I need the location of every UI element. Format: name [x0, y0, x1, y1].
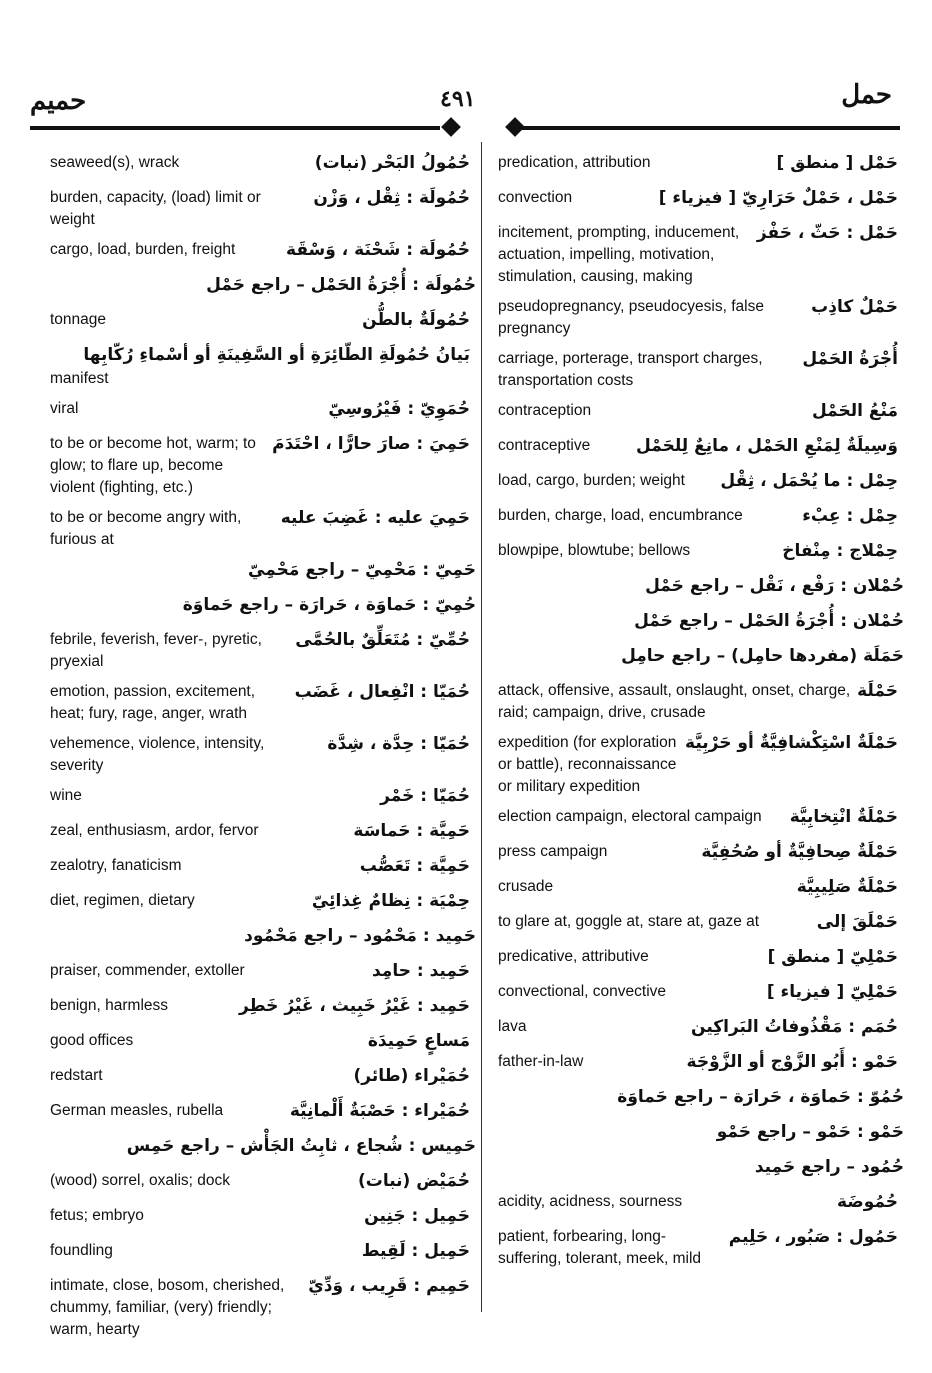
- header-rule-right: [510, 126, 900, 130]
- english-definition: contraceptive: [498, 437, 591, 454]
- english-definition: predicative, attributive: [498, 948, 649, 965]
- english-definition: attack, offensive, assault, onslaught, onset, charge, raid; campaign, drive, crusade: [498, 682, 851, 721]
- dictionary-entry: [498, 730, 898, 798]
- arabic-headword: حَمْل [ منطق ]: [776, 153, 898, 173]
- arabic-headword: حُمَوِيّ : فَيْرُوسِيّ: [328, 399, 470, 419]
- english-definition: to glare at, goggle at, stare at, gaze at: [498, 913, 760, 930]
- dictionary-entry: [50, 431, 470, 499]
- dictionary-entry: [50, 342, 470, 390]
- diamond-ornament: [441, 117, 461, 137]
- dictionary-entry: [498, 538, 898, 567]
- dictionary-entry: [50, 185, 470, 231]
- english-definition: (wood) sorrel, oxalis; dock: [50, 1172, 231, 1189]
- english-definition: press campaign: [498, 843, 608, 860]
- arabic-headword: حَمِيس : شُجاع ، ثابِتُ الجَأْش – راجع حَمِس: [126, 1136, 476, 1156]
- english-definition: German measles, rubella: [50, 1102, 224, 1119]
- english-definition: cargo, load, burden, freight: [50, 241, 236, 258]
- english-definition: convection: [498, 189, 573, 206]
- english-definition: crusade: [498, 878, 554, 895]
- english-definition: burden, capacity, (load) limit or weight: [50, 189, 261, 228]
- english-definition: election campaign, electoral campaign: [498, 808, 762, 825]
- guide-word-left: حميم: [30, 86, 87, 116]
- dictionary-entry: [498, 433, 898, 462]
- english-definition: patient, forbearing, long-suffering, tolerant, meek, mild: [498, 1228, 702, 1267]
- dictionary-entry: [498, 1014, 898, 1043]
- arabic-headword: حَمِيد : غَيْرُ خَبِيث ، غَيْرُ خَطِر: [239, 996, 470, 1016]
- english-definition: contraception: [498, 402, 592, 419]
- arabic-headword: حَمِيل : لَقِيط: [361, 1241, 470, 1261]
- dictionary-entry: [50, 557, 476, 586]
- english-definition: good offices: [50, 1032, 134, 1049]
- arabic-headword: مَنْعُ الحَمْل: [811, 401, 898, 421]
- english-definition: emotion, passion, excitement, heat; fury, rage, anger, wrath: [50, 683, 256, 722]
- column-divider: [481, 142, 482, 1312]
- dictionary-entry: [50, 272, 476, 301]
- arabic-headword: حُمَيْراء : حَصْبَةٌ أَلْمانِيَّة: [289, 1101, 470, 1121]
- arabic-headword: حُمْلان : أُجْرَةُ الحَمْل – راجع حَمْل: [634, 611, 904, 631]
- dictionary-entry: [50, 1098, 470, 1127]
- dictionary-entry: [50, 237, 470, 266]
- english-definition: manifest: [50, 370, 109, 387]
- english-definition: zeal, enthusiasm, ardor, fervor: [50, 822, 259, 839]
- arabic-headword: حَمْلِيّ [ منطق ]: [767, 947, 898, 967]
- dictionary-entry: [498, 839, 898, 868]
- dictionary-entry: [498, 1049, 898, 1078]
- english-definition: carriage, porterage, transport charges, transportation costs: [498, 350, 763, 389]
- dictionary-entry: [50, 592, 476, 621]
- dictionary-entry: [50, 1273, 470, 1341]
- dictionary-entry: [50, 853, 470, 882]
- dictionary-entry: [498, 398, 898, 427]
- english-definition: diet, regimen, dietary: [50, 892, 195, 909]
- right-column: [498, 150, 904, 1276]
- english-definition: predication, attribution: [498, 154, 651, 171]
- arabic-headword: حُمُولُ البَحْر (نبات): [314, 153, 470, 173]
- left-column: [50, 150, 476, 1347]
- english-definition: vehemence, violence, intensity, severity: [50, 735, 265, 774]
- english-definition: acidity, acidness, sourness: [498, 1193, 683, 1210]
- arabic-headword: حَمْل : حَثّ ، حَفْز: [756, 223, 898, 243]
- dictionary-entry: [50, 783, 470, 812]
- arabic-headword: حِمْل : عِبْء: [802, 506, 898, 526]
- arabic-headword: وَسِيلَةٌ لِمَنْعِ الحَمْل ، مانِعٌ لِلحَمْل: [636, 436, 898, 456]
- dictionary-entry: [50, 396, 470, 425]
- arabic-headword: حُمَيّا : انْفِعال ، غَضَب: [294, 682, 470, 702]
- arabic-headword: حَمْلَةٌ صِحافِيَّةٌ أو صُحُفِيَّة: [701, 842, 898, 862]
- arabic-headword: حَمْو : أَبُو الزَّوْج أو الزَّوْجَة: [686, 1052, 898, 1072]
- dictionary-entry: [498, 678, 898, 724]
- page-number: ٤٩١: [440, 86, 476, 112]
- dictionary-entry: [50, 505, 470, 551]
- arabic-headword: حَمْلٌ كاذِب: [811, 297, 898, 317]
- dictionary-entry: [498, 643, 904, 672]
- arabic-headword: حَمِيَّة : حَماسَة: [353, 821, 470, 841]
- arabic-headword: حُمَيّا : حِدَّة ، شِدَّة: [327, 734, 470, 754]
- arabic-headword: حِمْيَة : نِظامٌ غِذائِيّ: [311, 891, 470, 911]
- dictionary-entry: [498, 1154, 904, 1183]
- arabic-headword: حَمُول : صَبُور ، حَلِيم: [728, 1227, 898, 1247]
- arabic-headword: حُمُولَة : شَحْنَة ، وَسْقَة: [286, 240, 470, 260]
- dictionary-entry: [50, 307, 470, 336]
- dictionary-entry: [50, 818, 470, 847]
- english-definition: tonnage: [50, 311, 107, 328]
- english-definition: seaweed(s), wrack: [50, 154, 180, 171]
- dictionary-entry: [498, 944, 898, 973]
- dictionary-entry: [498, 1189, 898, 1218]
- dictionary-entry: [50, 1238, 470, 1267]
- english-definition: fetus; embryo: [50, 1207, 144, 1224]
- dictionary-entry: [498, 468, 898, 497]
- arabic-headword: حَمْلَةٌ انْتِخابِيَّة: [789, 807, 898, 827]
- english-definition: incitement, prompting, inducement, actuation, impelling, motivation, stimulation, causing, making: [498, 224, 740, 285]
- dictionary-entry: [498, 150, 898, 179]
- english-definition: pseudopregnancy, pseudocyesis, false pregnancy: [498, 298, 764, 337]
- english-definition: intimate, close, bosom, cherished, chummy, familiar, (very) friendly; warm, hearty: [50, 1277, 285, 1338]
- english-definition: benign, harmless: [50, 997, 169, 1014]
- dictionary-entry: [498, 1084, 904, 1113]
- english-definition: load, cargo, burden; weight: [498, 472, 685, 489]
- dictionary-entry: [50, 679, 470, 725]
- arabic-headword: حُمُوّ : حَماوَة ، حَرارَة – راجع حَماوَة: [617, 1087, 904, 1107]
- arabic-headword: حَمِيد : مَحْمُود – راجع مَحْمُود: [244, 926, 476, 946]
- arabic-headword: حَمْلِيّ [ فيزياء ]: [766, 982, 898, 1002]
- arabic-headword: حَمْلَقَ إلى: [816, 912, 898, 932]
- english-definition: burden, charge, load, encumbrance: [498, 507, 743, 524]
- dictionary-entry: [50, 1063, 470, 1092]
- arabic-headword: مَساعٍ حَمِيدَة: [367, 1031, 470, 1051]
- arabic-headword: أُجْرَةُ الحَمْل: [802, 349, 898, 369]
- arabic-headword: حُمْلان : رَفْع ، نَقْل – راجع حَمْل: [645, 576, 904, 596]
- arabic-headword: حَمِيم : قَرِيب ، وَدِّيّ: [308, 1276, 470, 1296]
- arabic-headword: حُمَم : مَقْذُوفاتُ البَراكِين: [691, 1017, 898, 1037]
- english-definition: viral: [50, 400, 79, 417]
- english-definition: lava: [498, 1018, 527, 1035]
- english-definition: febrile, feverish, fever-, pyretic, pryexial: [50, 631, 262, 670]
- arabic-headword: حُمَيّا : خَمْر: [380, 786, 470, 806]
- arabic-headword: حَمْو : حَمْو – راجع حَمْو: [716, 1122, 904, 1142]
- english-definition: redstart: [50, 1067, 103, 1084]
- english-definition: blowpipe, blowtube; bellows: [498, 542, 691, 559]
- dictionary-entry: [50, 627, 470, 673]
- english-definition: to be or become hot, warm; to glow; to flare up, become violent (fighting, etc.): [50, 435, 256, 496]
- arabic-headword: حُمُود – راجع حَمِيد: [754, 1157, 904, 1177]
- dictionary-entry: [498, 608, 904, 637]
- arabic-headword: حَمْلَةٌ صَلِيبِيَّة: [796, 877, 898, 897]
- arabic-headword: حِمْل : ما يُحْمَل ، ثِقْل: [720, 471, 898, 491]
- arabic-headword: حَمِيد : حامِد: [371, 961, 470, 981]
- diamond-ornament: [505, 117, 525, 137]
- arabic-headword: حَمِيّ : مَحْمِيّ – راجع مَحْمِيّ: [248, 560, 476, 580]
- arabic-headword: حُمُولَة : ثِقْل ، وَزْن: [313, 188, 470, 208]
- dictionary-entry: [50, 923, 476, 952]
- dictionary-entry: [498, 346, 898, 392]
- dictionary-entry: [50, 993, 470, 1022]
- dictionary-entry: [498, 220, 898, 288]
- arabic-headword: حَمِيل : جَنِين: [364, 1206, 470, 1226]
- dictionary-entry: [498, 804, 898, 833]
- dictionary-entry: [498, 1119, 904, 1148]
- arabic-headword: حِمْلاج : مِنْفاخ: [782, 541, 898, 561]
- english-definition: foundling: [50, 1242, 113, 1259]
- arabic-headword: حُمُولَةٌ بالطُّن: [362, 310, 470, 330]
- english-definition: father-in-law: [498, 1053, 584, 1070]
- header-rule-left: [30, 126, 440, 130]
- arabic-headword: حَمَلَة (مفردها حامِل) – راجع حامِل: [621, 646, 904, 666]
- dictionary-entry: [50, 731, 470, 777]
- arabic-headword: حُمِّيّ : مُتَعَلِّقٌ بالحُمَّى: [295, 630, 470, 650]
- english-definition: wine: [50, 787, 82, 804]
- arabic-headword: حُمُوضَة: [836, 1192, 898, 1212]
- dictionary-entry: [498, 185, 898, 214]
- arabic-headword: بَيانُ حُمُولَةِ الطّائِرَةِ أو السَّفِينَةِ أو أسْماءِ رُكّابِها: [83, 345, 470, 365]
- arabic-headword: حَمْلَةٌ اسْتِكْشافِيَّةٌ أو حَرْبِيَّة: [685, 733, 898, 753]
- arabic-headword: حَمْل ، حَمْلٌ حَرَارِيّ [ فيزياء ]: [658, 188, 898, 208]
- dictionary-entry: [50, 1168, 470, 1197]
- arabic-headword: حُمِيّ : حَماوَة ، حَرارَة – راجع حَماوَة: [182, 595, 476, 615]
- dictionary-entry: [498, 1224, 898, 1270]
- arabic-headword: حُمُولَة : أُجْرَةُ الحَمْل – راجع حَمْل: [206, 275, 476, 295]
- arabic-headword: حَمِيَّة : تَعَصُّب: [359, 856, 470, 876]
- english-definition: expedition (for exploration or battle), reconnaissance or military expedition: [498, 734, 677, 795]
- page-header: [0, 80, 932, 130]
- dictionary-entry: [50, 888, 470, 917]
- arabic-headword: حَمْلَة: [857, 681, 898, 701]
- dictionary-entry: [498, 294, 898, 340]
- dictionary-entry: [50, 150, 470, 179]
- dictionary-entry: [50, 1203, 470, 1232]
- dictionary-entry: [50, 1028, 470, 1057]
- english-definition: zealotry, fanaticism: [50, 857, 182, 874]
- dictionary-entry: [50, 1133, 476, 1162]
- english-definition: praiser, commender, extoller: [50, 962, 245, 979]
- guide-word-right: حمل: [841, 80, 892, 110]
- dictionary-entry: [50, 958, 470, 987]
- dictionary-entry: [498, 909, 898, 938]
- dictionary-entry: [498, 573, 904, 602]
- arabic-headword: حَمِيَ عليه : غَضِبَ عليه: [280, 508, 470, 528]
- arabic-headword: حَمِيَ : صارَ حارًّا ، احْتَدَمَ: [272, 434, 470, 454]
- dictionary-entry: [498, 979, 898, 1008]
- english-definition: convectional, convective: [498, 983, 667, 1000]
- arabic-headword: حُمَيْراء (طائر): [353, 1066, 470, 1086]
- dictionary-entry: [498, 503, 898, 532]
- arabic-headword: حُمَيْض (نبات): [357, 1171, 470, 1191]
- english-definition: to be or become angry with, furious at: [50, 509, 242, 548]
- dictionary-entry: [498, 874, 898, 903]
